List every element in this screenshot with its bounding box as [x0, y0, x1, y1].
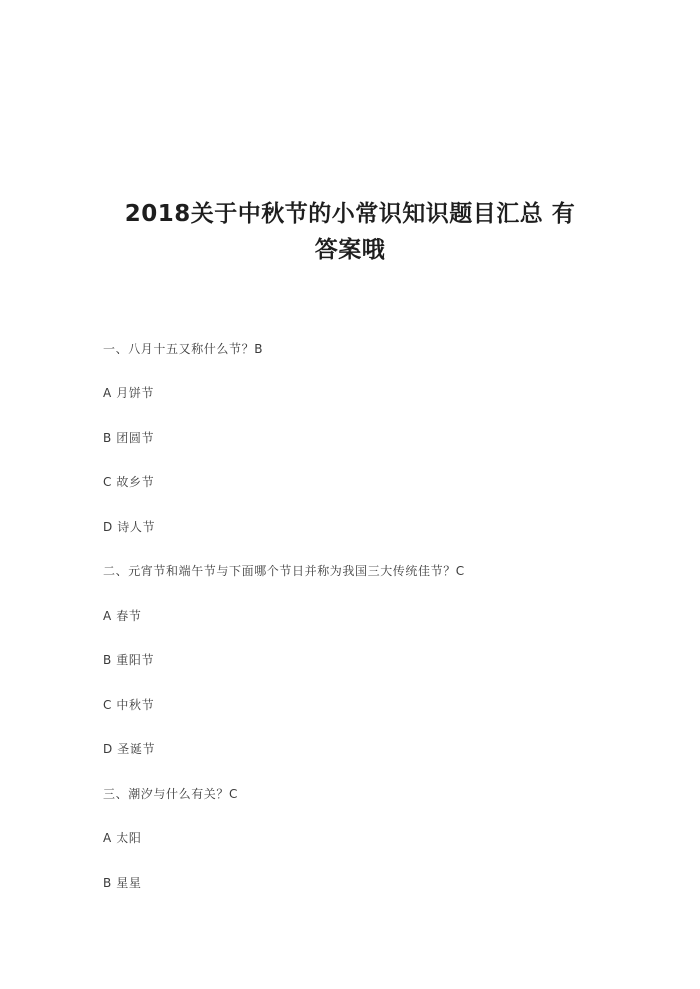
document-title — [90, 196, 610, 268]
question-1-option-a: A 月饼节 — [103, 386, 155, 400]
question-2-option-c: C 中秋节 — [103, 698, 155, 712]
question-1-option-c: C 故乡节 — [103, 475, 155, 489]
question-2-option-a: A 春节 — [103, 609, 142, 623]
question-2-option-b: B 重阳节 — [103, 653, 155, 667]
question-1-option-b: B 团圆节 — [103, 431, 155, 445]
question-3-option-a: A 太阳 — [103, 831, 142, 845]
question-2: 二、元宵节和端午节与下面哪个节日并称为我国三大传统佳节？C — [103, 564, 465, 578]
question-3-option-b: B 星星 — [103, 876, 142, 890]
question-3: 三、潮汐与什么有关？C — [103, 787, 238, 801]
title-line-2: 答案哦 — [314, 237, 386, 263]
title-line-1: 2018关于中秋节的小常识知识题目汇总 有 — [124, 201, 576, 227]
question-1-option-d: D 诗人节 — [103, 520, 156, 534]
question-2-option-d: D 圣诞节 — [103, 742, 156, 756]
question-1: 一、八月十五又称什么节？B — [103, 342, 264, 356]
